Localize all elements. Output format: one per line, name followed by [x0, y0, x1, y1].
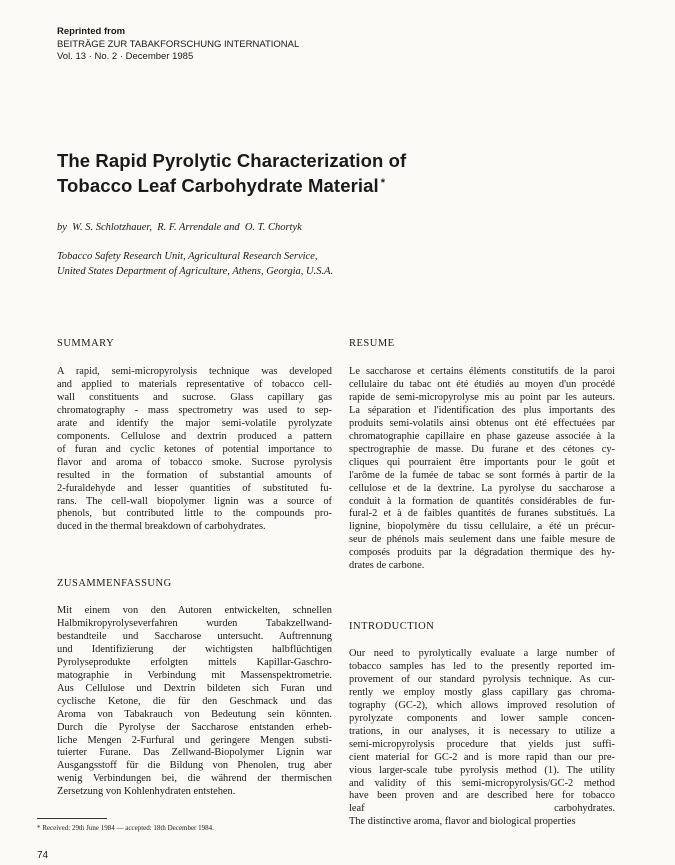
zusammenfassung-line: Halbmikropyrolyseverfahren wurden Tabakzellwand-: [57, 617, 332, 629]
resume-line: rapide de semi-micropyrolyse mis au point par les auteurs.: [349, 391, 615, 403]
summary-line: chromatography - mass spectrometry was used to sep-: [57, 404, 332, 416]
page-number: 74: [37, 850, 49, 861]
resume-body: [349, 366, 615, 573]
summary-line: resulted in the formation of substantial amounts of: [57, 469, 332, 481]
summary-line: A rapid, semi-micropyrolysis technique was developed: [57, 366, 332, 377]
zusammenfassung-body: [57, 605, 332, 799]
resume-line: l'arôme de la fumée de tabac se sont formés à partir de la: [349, 469, 615, 481]
resume-line: cellulose et de la dextrine. La pyrolyse du saccharose a: [349, 482, 615, 494]
zusammenfassung-line: Mit einem von den Autoren entwickelten, schnellen: [57, 605, 332, 616]
resume-line: conduit à la formation de quantités considérables de fur-: [349, 495, 615, 507]
summary-line: components. Cellulose and dextrin produced a pattern: [57, 430, 332, 442]
introduction-line: have been proven and are described here for tobacco: [349, 790, 615, 802]
introduction-line: tography (GC-2), which allows improved resolution of: [349, 699, 615, 711]
zusammenfassung-line: cyclische Ketone, die für den Geschmack und das: [57, 695, 332, 707]
resume-line: chromatographie capillaire en phase gazeuse associée à la: [349, 430, 615, 442]
introduction-line: vious larger-scale tube pyrolysis method (1). The utility: [349, 764, 615, 776]
affiliation-line-1: Tobacco Safety Research Unit, Agricultural Research Service,: [57, 251, 318, 262]
introduction-line: rently we employ mostly glass capillary gas chroma-: [349, 686, 615, 698]
zusammenfassung-line: tuierter Furane. Das Zellwand-Biopolymer Lignin war: [57, 747, 332, 759]
footnote-rule: [37, 818, 107, 819]
introduction-line: cient material for GC-2 and is more rapid than our pre-: [349, 751, 615, 763]
zusammenfassung-line: Zersetzung von Kohlenhydraten entstehen.: [57, 786, 236, 798]
introduction-heading: INTRODUCTION: [349, 621, 435, 632]
affiliation-line-2: United States Department of Agriculture, Athens, Georgia, U.S.A.: [57, 266, 334, 277]
zusammenfassung-heading: ZUSAMMENFASSUNG: [57, 578, 172, 589]
introduction-line: pyrolyzate components and lower sample concen-: [349, 712, 615, 724]
summary-line: phenols, but contributed little to the compounds pro-: [57, 508, 332, 520]
summary-body: [57, 366, 332, 534]
summary-line: flavor and aroma of tobacco smoke. Sucrose pyrolysis: [57, 456, 332, 468]
introduction-line: provement of our standard pyrolysis technique. As cur-: [349, 673, 615, 685]
summary-line: wall constituents and sucrose. Glass capillary gas: [57, 391, 332, 403]
introduction-line: The distinctive aroma, flavor and biological properties: [349, 816, 576, 828]
zusammenfassung-line: liche Mengen 2-Furfural und geringere Mengen substi-: [57, 734, 332, 746]
title-line-2: Tobacco Leaf Carbohydrate Material: [57, 175, 379, 196]
resume-line: composés produits par la dégradation thermique des hy-: [349, 547, 615, 559]
resume-line: La séparation et l'identification des plus importants des: [349, 404, 615, 416]
resume-line: cellulaire du tabac ont été étudiés au moyen d'un procédé: [349, 378, 615, 390]
summary-line: of furan and cyclic ketones of potential importance to: [57, 443, 332, 455]
summary-line: rans. The cell-wall biopolymer lignin was a source of: [57, 495, 332, 507]
zusammenfassung-line: Aroma von Tabakrauch von Bedeutung sein könnten.: [57, 708, 332, 720]
zusammenfassung-line: Pyrolyseprodukte erfolgten mittels Kapillar-Gaschro-: [57, 656, 332, 668]
summary-line: arate and identify the major semi-volatile pyrolyzate: [57, 417, 332, 429]
title-line-1: The Rapid Pyrolytic Characterization of: [57, 150, 407, 171]
introduction-line: tobacco samples has led to the presently reported im-: [349, 660, 615, 672]
zusammenfassung-line: wenig Verbindungen bei, die während der thermischen: [57, 773, 332, 785]
introduction-line: and validity of this semi-micropyrolysis/GC-2 method: [349, 777, 615, 789]
journal-volume: Vol. 13 · No. 2 · December 1985: [57, 51, 194, 62]
introduction-line: leaf carbohydrates.: [349, 803, 615, 815]
resume-line: fural-2 et à de faibles quantités de furanes substitués. La: [349, 508, 615, 520]
introduction-line: semi-micropyrolysis procedure that yields just suffi-: [349, 738, 615, 750]
title-footnote-mark: *: [380, 177, 386, 189]
reprint-header: [57, 26, 299, 64]
zusammenfassung-line: Aus Cellulose und Dextrin bildeten sich Furan und: [57, 682, 332, 694]
author-list: by W. S. Schlotzhauer, R. F. Arrendale and O. T. Chortyk: [57, 222, 302, 233]
article-title: [57, 148, 406, 198]
summary-heading: SUMMARY: [57, 338, 115, 349]
zusammenfassung-line: matographie in Verbindung mit Massenspektrometrie.: [57, 669, 332, 681]
introduction-line: trations, in our analyses, it is necessary to utilize a: [349, 725, 615, 737]
zusammenfassung-line: Ausgangsstoff für die Bildung von Phenolen, trug aber: [57, 760, 332, 772]
reprint-label: Reprinted from: [57, 26, 126, 37]
resume-line: drates de carbone.: [349, 560, 425, 572]
zusammenfassung-line: und Identifizierung der wichtigsten halbflüchtigen: [57, 643, 332, 655]
zusammenfassung-line: Durch die Pyrolyse der Saccharose entstanden erheb-: [57, 721, 332, 733]
introduction-line: Our need to pyrolytically evaluate a large number of: [349, 648, 615, 659]
journal-name: BEITRÄGE ZUR TABAKFORSCHUNG INTERNATIONAL: [57, 38, 300, 50]
resume-line: seur de phénols mais seulement dans une faible mesure de: [349, 534, 615, 546]
affiliation: [57, 249, 333, 279]
resume-line: spectrographie de masse. Du furane et des cétones cy-: [349, 443, 615, 455]
resume-line: cliques qui pourraient être importants pour le goût et: [349, 456, 615, 468]
resume-line: lignine, biopolymère du tissu cellulaire, a été un précur-: [349, 521, 615, 533]
resume-line: Le saccharose et certains éléments constitutifs de la paroi: [349, 366, 615, 377]
summary-line: and applied to materials representative of tobacco cell-: [57, 378, 332, 390]
footnote: * Received: 29th June 1984 — accepted: 18th December 1984.: [37, 824, 214, 832]
resume-heading: RESUME: [349, 338, 395, 349]
introduction-body: [349, 648, 615, 829]
summary-line: duced in the thermal breakdown of carbohydrates.: [57, 521, 266, 533]
resume-line: produits semi-volatils ainsi obtenus ont été effectuées par: [349, 417, 615, 429]
zusammenfassung-line: bestandteile und Saccharose untersucht. Auftrennung: [57, 630, 332, 642]
summary-line: 2-furaldehyde and lesser quantities of substituted fu-: [57, 482, 332, 494]
